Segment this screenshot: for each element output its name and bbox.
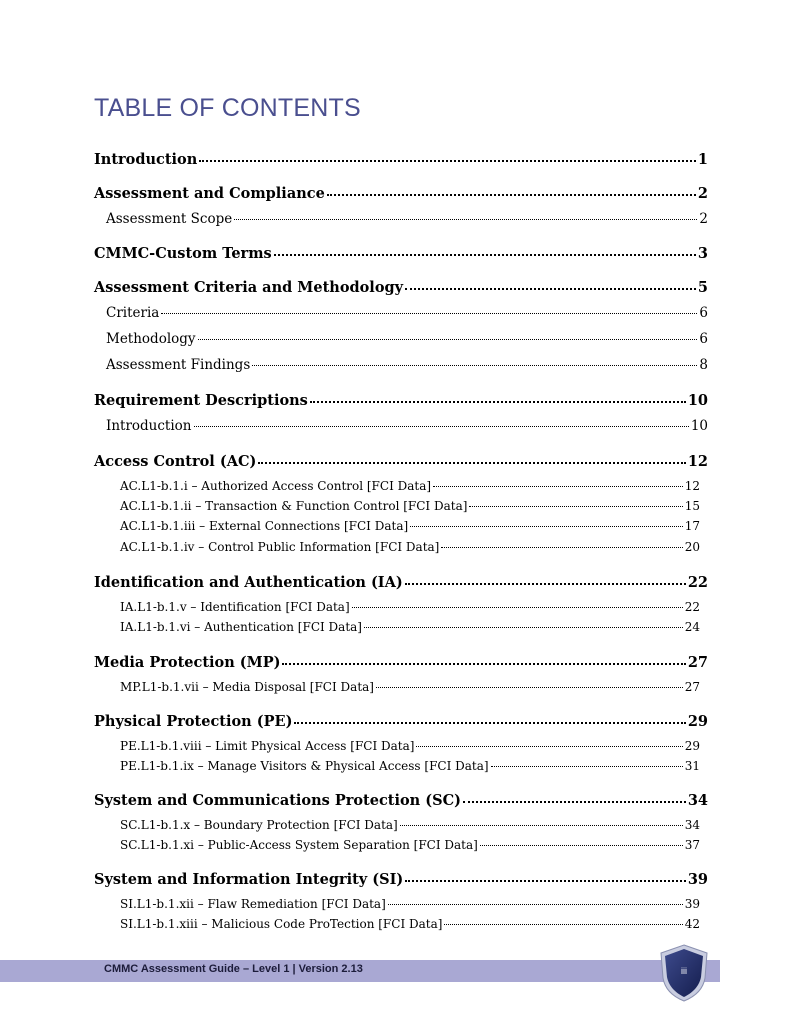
dot-leader — [405, 286, 696, 290]
dot-leader — [161, 312, 697, 314]
toc-entry-text: Media Protection (MP) — [94, 654, 281, 671]
toc-page-number: 31 — [684, 759, 700, 773]
toc-entry[interactable] — [120, 620, 700, 634]
toc-page-number: 2 — [699, 211, 708, 227]
toc-entry-text: Introduction — [94, 151, 198, 168]
toc-entry-text: Assessment and Compliance — [94, 185, 325, 202]
toc-entry-text: System and Communications Protection (SC) — [94, 792, 462, 809]
toc-page-number: 22 — [687, 574, 708, 591]
toc-page-number: 6 — [699, 305, 708, 321]
toc-entry-text: Requirement Descriptions — [94, 392, 308, 409]
dot-leader — [352, 606, 683, 608]
toc-entry[interactable] — [106, 357, 708, 373]
dot-leader — [274, 252, 696, 256]
toc-entry-text: SI.L1-b.1.xii – Flaw Remediation [FCI Data] — [120, 897, 386, 911]
dot-leader — [491, 765, 683, 767]
toc-entry-text: IA.L1-b.1.vi – Authentication [FCI Data] — [120, 620, 362, 634]
toc-entry-text: SI.L1-b.1.xiii – Malicious Code ProTection [FCI Data] — [120, 917, 443, 931]
footer-text: CMMC Assessment Guide – Level 1 | Version 2.13 — [104, 963, 363, 975]
toc-entry-text: Assessment Scope — [106, 211, 233, 227]
toc-page-number: 37 — [684, 838, 700, 852]
dot-leader — [444, 923, 682, 925]
toc-entry[interactable] — [120, 540, 700, 554]
toc-entry[interactable] — [94, 392, 708, 409]
toc-entry-text: Access Control (AC) — [94, 453, 257, 470]
toc-entry-text: SC.L1-b.1.x – Boundary Protection [FCI Data] — [120, 818, 398, 832]
dot-leader — [199, 158, 696, 162]
toc-entry-text: Assessment Findings — [106, 357, 251, 373]
toc-entry-text: PE.L1-b.1.viii – Limit Physical Access [FCI Data] — [120, 739, 415, 753]
toc-page-number: 39 — [684, 897, 700, 911]
dot-leader — [327, 192, 696, 196]
dot-leader — [400, 824, 683, 826]
dot-leader — [376, 686, 683, 688]
toc-entry[interactable] — [94, 245, 708, 262]
toc-entry[interactable] — [106, 305, 708, 321]
dot-leader — [198, 338, 698, 340]
dot-leader — [433, 485, 683, 487]
toc-page-number: 42 — [684, 917, 700, 931]
toc-page-number: 27 — [687, 654, 708, 671]
toc-page-number: 5 — [697, 279, 708, 296]
dot-leader — [310, 399, 686, 403]
toc-page-number: 1 — [697, 151, 708, 168]
toc-page-number: 2 — [697, 185, 708, 202]
toc-entry-text: Criteria — [106, 305, 160, 321]
toc-entry[interactable] — [94, 574, 708, 591]
toc-entry[interactable] — [120, 519, 700, 533]
toc-entry-text: PE.L1-b.1.ix – Manage Visitors & Physical Access [FCI Data] — [120, 759, 489, 773]
toc-entry-text: MP.L1-b.1.vii – Media Disposal [FCI Data] — [120, 680, 374, 694]
toc-page-number: 12 — [684, 479, 700, 493]
toc-entry[interactable] — [120, 838, 700, 852]
toc-entry[interactable] — [120, 499, 700, 513]
toc-page-number: 17 — [684, 519, 700, 533]
dot-leader — [282, 661, 685, 665]
toc-entry-text: Introduction — [106, 418, 192, 434]
toc-entry-text: AC.L1-b.1.iv – Control Public Information [FCI Data] — [120, 540, 440, 554]
dot-leader — [294, 720, 685, 724]
toc-entry[interactable] — [120, 479, 700, 493]
toc-entry[interactable] — [106, 211, 708, 227]
toc-entry[interactable] — [120, 600, 700, 614]
dot-leader — [441, 546, 682, 548]
toc-page-number: 20 — [684, 540, 700, 554]
toc-page-number: 6 — [699, 331, 708, 347]
toc-entry-text: Assessment Criteria and Methodology — [94, 279, 404, 296]
toc-entry-text: AC.L1-b.1.iii – External Connections [FCI Data] — [120, 519, 409, 533]
toc-entry[interactable] — [94, 713, 708, 730]
dot-leader — [416, 745, 682, 747]
page-title: TABLE OF CONTENTS — [94, 94, 361, 122]
toc-page-number: 29 — [684, 739, 700, 753]
toc-entry[interactable] — [94, 871, 708, 888]
dot-leader — [364, 626, 683, 628]
toc-entry-text: CMMC-Custom Terms — [94, 245, 272, 262]
dot-leader — [405, 878, 686, 882]
toc-entry-text: System and Information Integrity (SI) — [94, 871, 404, 888]
dot-leader — [405, 581, 686, 585]
toc-page-number: 12 — [687, 453, 708, 470]
toc-entry[interactable] — [120, 818, 700, 832]
toc-page-number: 29 — [687, 713, 708, 730]
toc-page-number: 34 — [687, 792, 708, 809]
toc-entry-text: AC.L1-b.1.ii – Transaction & Function Control [FCI Data] — [120, 499, 468, 513]
toc-page-number: 10 — [690, 418, 708, 434]
dot-leader — [463, 799, 686, 803]
dot-leader — [469, 505, 682, 507]
toc-entry[interactable] — [94, 453, 708, 470]
toc-page-number: 3 — [697, 245, 708, 262]
toc-entry[interactable] — [120, 759, 700, 773]
toc-entry[interactable] — [120, 917, 700, 931]
dot-leader — [480, 844, 683, 846]
toc-entry[interactable] — [120, 680, 700, 694]
dot-leader — [234, 218, 697, 220]
toc-page-number: 34 — [684, 818, 700, 832]
toc-entry-text: Methodology — [106, 331, 196, 347]
toc-page-number: 22 — [684, 600, 700, 614]
toc-entry-text: AC.L1-b.1.i – Authorized Access Control [FCI Data] — [120, 479, 432, 493]
dot-leader — [388, 903, 683, 905]
toc-entry[interactable] — [106, 331, 708, 347]
toc-entry[interactable] — [94, 151, 708, 168]
toc-page-number: 24 — [684, 620, 700, 634]
toc-entry-text: Identification and Authentication (IA) — [94, 574, 403, 591]
toc-entry-text: SC.L1-b.1.xi – Public-Access System Separation [FCI Data] — [120, 838, 478, 852]
toc-page-number: 8 — [699, 357, 708, 373]
dot-leader — [258, 460, 685, 464]
toc-entry[interactable] — [120, 739, 700, 753]
toc-entry[interactable] — [94, 279, 708, 296]
toc-entry[interactable] — [94, 185, 708, 202]
dot-leader — [410, 525, 683, 527]
toc-page-number: 27 — [684, 680, 700, 694]
toc-entry-text: IA.L1-b.1.v – Identification [FCI Data] — [120, 600, 350, 614]
toc-page-number: 39 — [687, 871, 708, 888]
toc-entry[interactable] — [120, 897, 700, 911]
toc-entry-text: Physical Protection (PE) — [94, 713, 293, 730]
dot-leader — [252, 364, 697, 366]
toc-page-number: 15 — [684, 499, 700, 513]
toc-page-number: 10 — [687, 392, 708, 409]
toc-entry[interactable] — [94, 654, 708, 671]
page-number: iii — [681, 966, 687, 976]
toc-entry[interactable] — [106, 418, 708, 434]
dot-leader — [194, 425, 689, 427]
toc-entry[interactable] — [94, 792, 708, 809]
